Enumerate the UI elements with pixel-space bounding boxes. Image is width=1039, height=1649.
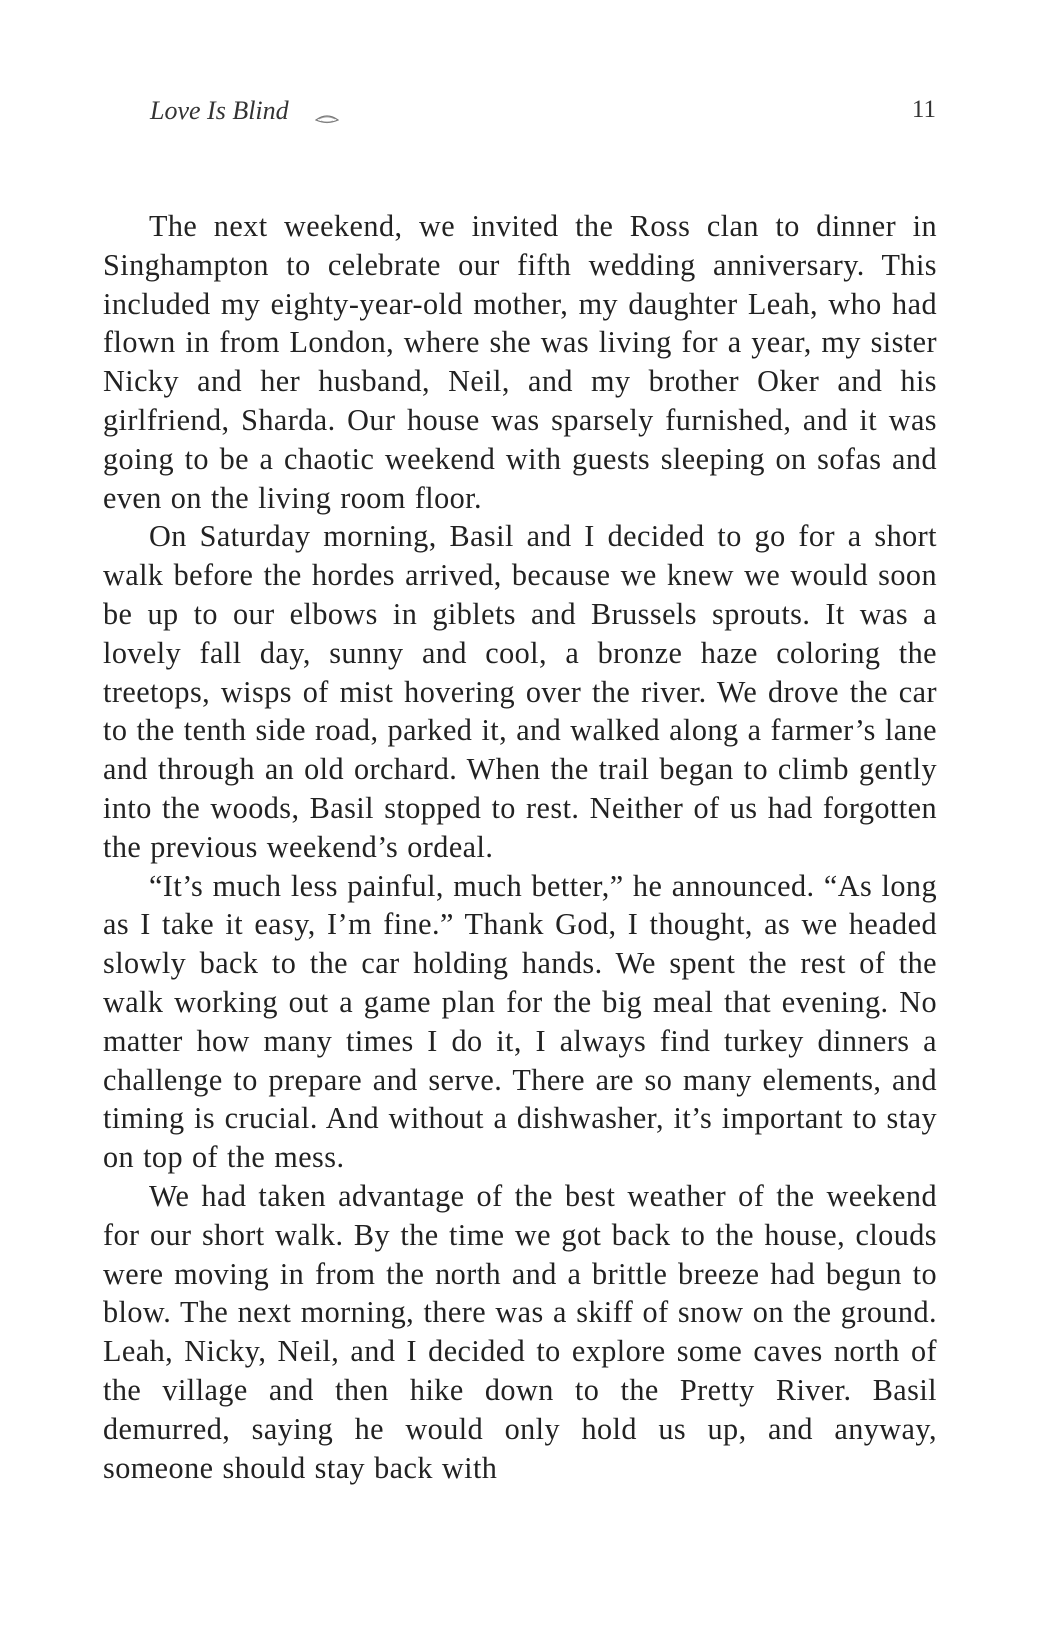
running-title: Love Is Blind xyxy=(150,96,289,125)
running-head xyxy=(150,96,339,126)
paragraph: On Saturday morning, Basil and I decided to go for a short walk before the hordes arrived, because we knew we would soon be up to our elbows in giblets and Brussels sprouts. It was a lovely fall day, sunny and cool, a bronze haze coloring the treetops, wisps of mist hovering over the river. We drove the car to the tenth side road, parked it, and walked along a farmer’s lane and through an old orchard. When the trail began to climb gently into the woods, Basil stopped to rest. Neither of us had forgotten the previous weekend’s ordeal. xyxy=(103,519,937,864)
eye-icon xyxy=(315,103,339,115)
body-text xyxy=(103,207,937,1487)
paragraph: We had taken advantage of the best weather of the weekend for our short walk. By the time we got back to the house, clouds were moving in from the north and a brittle breeze had begun to blow. The next morning, there was a skiff of snow on the ground. Leah, Nicky, Neil, and I decided to explore some caves north of the village and then hike down to the Pretty River. Basil demurred, saying he would only hold us up, and anyway, someone should stay back with xyxy=(103,1178,937,1485)
page-number: 11 xyxy=(911,96,936,123)
paragraph: The next weekend, we invited the Ross clan to dinner in Singhampton to celebrate our fifth wedding anniversary. This included my eighty-year-old mother, my daughter Leah, who had flown in from London, where she was living for a year, my sister Nicky and her husband, Neil, and my brother Oker and his girlfriend, Sharda. Our house was sparsely furnished, and it was going to be a chaotic weekend with guests sleeping on sofas and even on the living room floor. xyxy=(103,209,937,515)
paragraph: “It’s much less painful, much better,” he announced. “As long as I take it easy, I’m fine.” Thank God, I thought, as we headed slowly back to the car holding hands. We spent the rest of the walk working out a game plan for the big meal that evening. No matter how many times I do it, I always find turkey dinners a challenge to prepare and serve. There are so many elements, and timing is crucial. And without a dishwasher, it’s important to stay on top of the mess. xyxy=(103,868,937,1175)
